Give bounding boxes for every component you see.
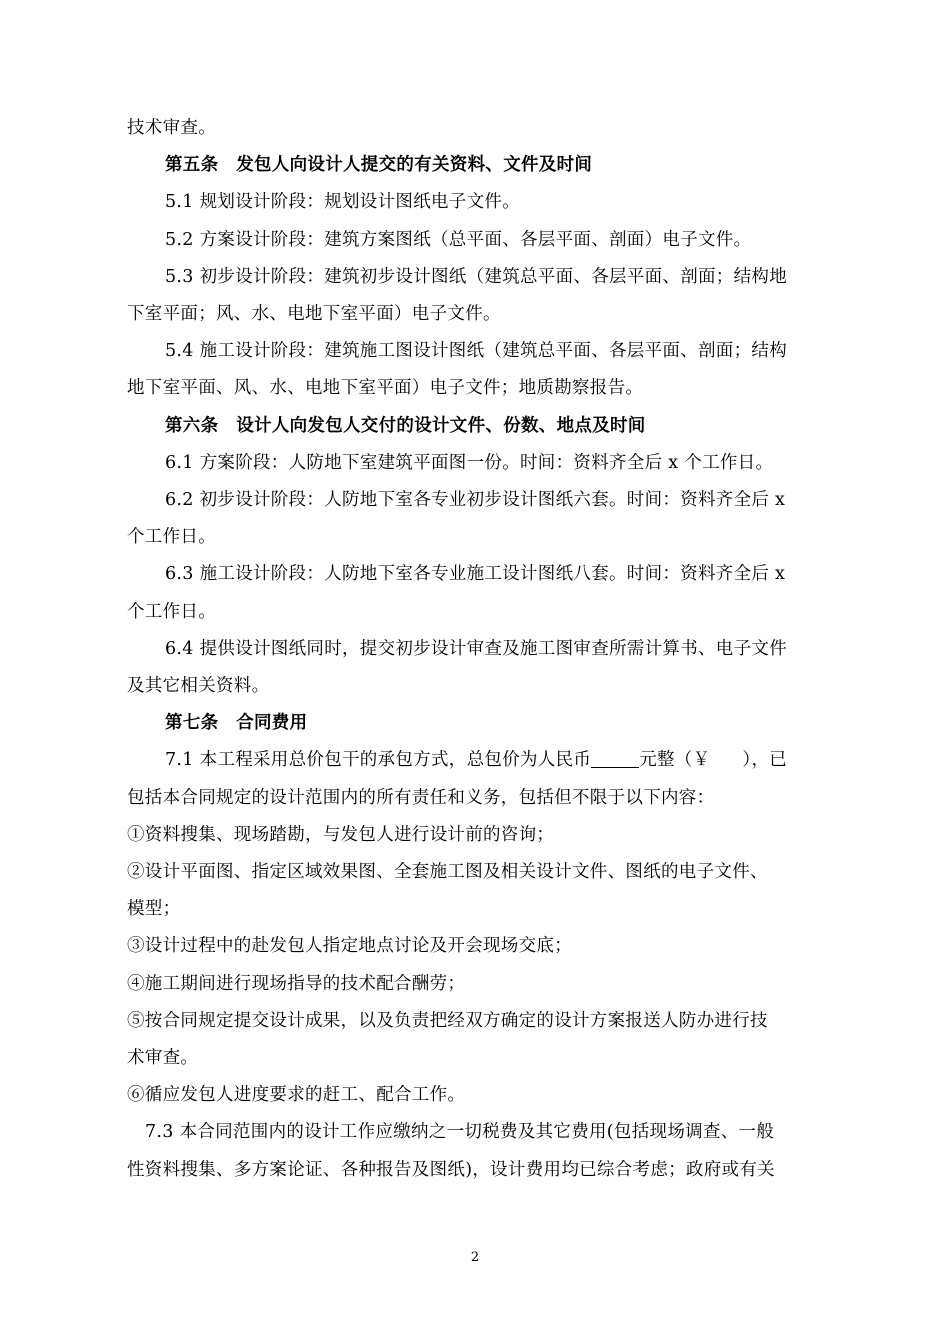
- text-line: 5.4 施工设计阶段：建筑施工图设计图纸（建筑总平面、各层平面、剖面；结构: [165, 341, 787, 362]
- list-item: ③设计过程中的赴发包人指定地点讨论及开会现场交底；: [127, 936, 572, 957]
- text-line: 及其它相关资料。: [127, 676, 270, 697]
- text-line: 个工作日。: [127, 601, 216, 622]
- fee-text-part-1: 7.1 本工程采用总价包干的承包方式，总包价为人民币: [165, 750, 592, 771]
- list-item: ①资料搜集、现场踏勘，与发包人进行设计前的咨询；: [127, 824, 555, 845]
- fee-text-part-3: ），已: [742, 750, 788, 771]
- amount-blank: [591, 750, 639, 769]
- list-item: ⑤按合同规定提交设计成果，以及负责把经双方确定的设计方案报送人防办进行技: [127, 1010, 768, 1031]
- text-line: 6.2 初步设计阶段：人防地下室各专业初步设计图纸六套。时间：资料齐全后 x: [165, 490, 786, 511]
- text-line: 性资料搜集、多方案论证、各种报告及图纸)，设计费用均已综合考虑；政府或有关: [127, 1159, 775, 1180]
- text-line: 个工作日。: [127, 527, 216, 548]
- list-item: ⑥循应发包人进度要求的赶工、配合工作。: [127, 1085, 466, 1106]
- text-line: 5.2 方案设计阶段：建筑方案图纸（总平面、各层平面、剖面）电子文件。: [165, 229, 752, 250]
- text-line: 5.3 初步设计阶段：建筑初步设计图纸（建筑总平面、各层平面、剖面；结构地: [165, 266, 787, 287]
- text-line: 6.3 施工设计阶段：人防地下室各专业施工设计图纸八套。时间：资料齐全后 x: [165, 564, 786, 585]
- text-line: 6.4 提供设计图纸同时，提交初步设计审查及施工图审查所需计算书、电子文件: [165, 638, 787, 659]
- text-line: 术审查。: [127, 1048, 199, 1069]
- text-line: 地下室平面、风、水、电地下室平面）电子文件；地质勘察报告。: [127, 378, 644, 399]
- list-item: ④施工期间进行现场指导的技术配合酬劳；: [127, 973, 466, 994]
- text-line: 7.3 本合同范围内的设计工作应缴纳之一切税费及其它费用(包括现场调查、一般: [145, 1122, 775, 1143]
- section-heading-article-5: 第五条 发包人向设计人提交的有关资料、文件及时间: [165, 155, 593, 176]
- section-heading-article-7: 第七条 合同费用: [165, 713, 308, 734]
- page-number: 2: [470, 1250, 480, 1265]
- text-line: 技术审查。: [127, 118, 216, 138]
- document-body: [127, 110, 825, 1189]
- text-line: 6.1 方案阶段：人防地下室建筑平面图一份。时间：资料齐全后 x 个工作日。: [165, 452, 774, 473]
- text-line: 下室平面；风、水、电地下室平面）电子文件。: [127, 304, 501, 325]
- text-line: 包括本合同规定的设计范围内的所有责任和义务，包括但不限于以下内容：: [127, 787, 715, 808]
- fee-text-part-2: 元整（￥: [639, 750, 711, 771]
- text-line: 模型；: [127, 899, 181, 920]
- list-item: ②设计平面图、指定区域效果图、全套施工图及相关设计文件、图纸的电子文件、: [127, 862, 768, 883]
- section-heading-article-6: 第六条 设计人向发包人交付的设计文件、份数、地点及时间: [165, 415, 646, 436]
- text-line: 5.1 规划设计阶段：规划设计图纸电子文件。: [165, 192, 520, 213]
- fee-line: [127, 742, 825, 779]
